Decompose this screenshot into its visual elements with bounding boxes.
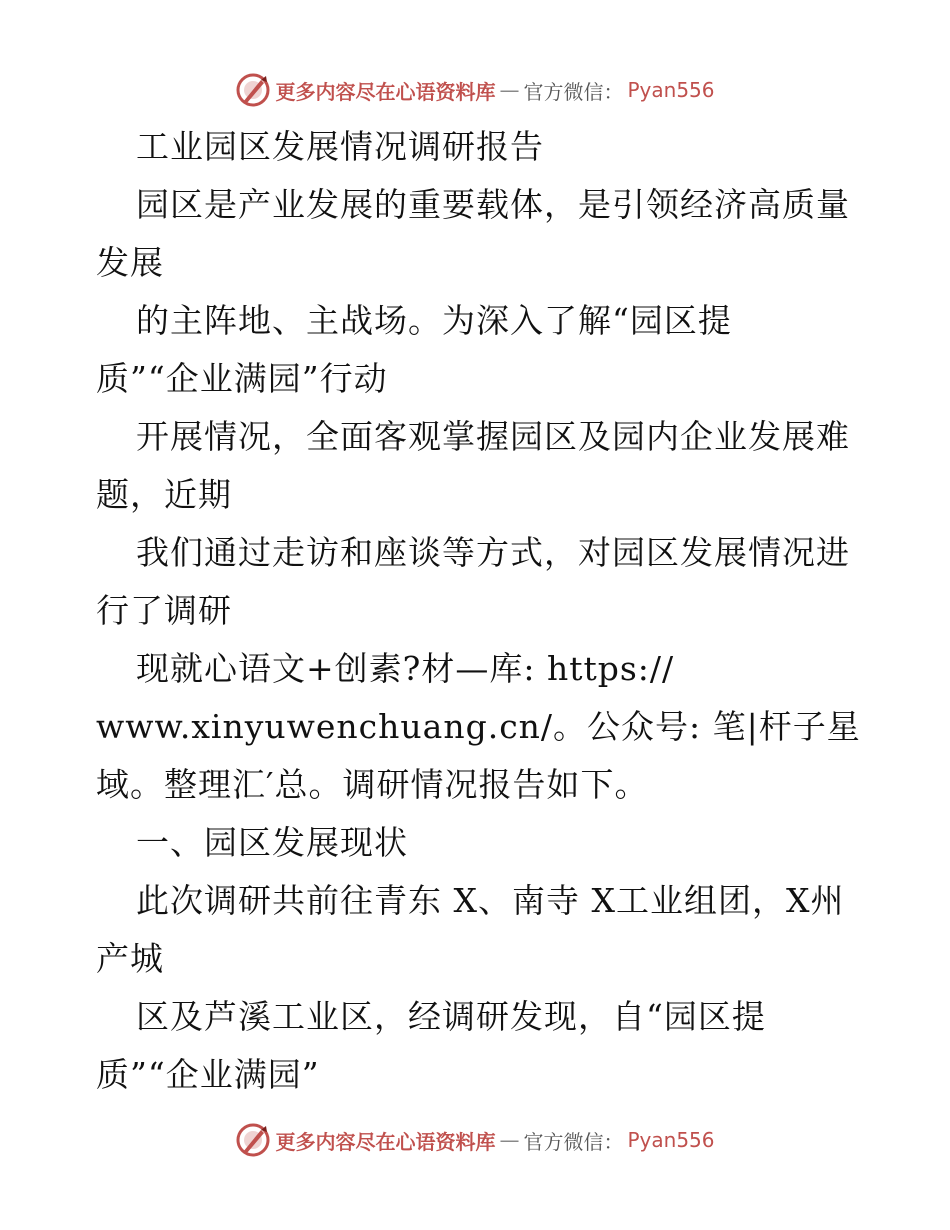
- banner-content: [235, 1122, 714, 1158]
- section-heading: 一、园区发展现状: [136, 823, 408, 862]
- text-line: 现就心语文+创素?材—库: https://: [136, 649, 675, 688]
- quill-seal-icon: [235, 1122, 271, 1158]
- text-line: 产城: [96, 939, 164, 978]
- banner-wechat-label: 官方微信：: [523, 79, 624, 104]
- banner-content: [235, 72, 714, 108]
- document-body: [96, 118, 861, 1104]
- text-line: 开展情况，全面客观掌握园区及园内企业发展难: [136, 417, 850, 456]
- banner-wechat-id: Pyan556: [627, 1128, 715, 1152]
- header-watermark-banner: [0, 70, 950, 110]
- quill-seal-icon: [235, 72, 271, 108]
- text-line: 域。整理汇′总。调研情况报告如下。: [96, 765, 649, 804]
- text-line: 区及芦溪工业区，经调研发现，自“园区提: [136, 997, 766, 1036]
- text-line: 质”“企业满园”行动: [96, 359, 388, 398]
- text-line-url: www.xinyuwenchuang.cn/。公众号: 笔|杆子星: [96, 707, 861, 746]
- banner-text: 更多内容尽在心语资料库: [275, 1129, 496, 1154]
- text-line: 质”“企业满园”: [96, 1055, 320, 1094]
- text-line: 题，近期: [96, 475, 232, 514]
- text-line: 的主阵地、主战场。为深入了解“园区提: [136, 301, 732, 340]
- text-line: 我们通过走访和座谈等方式，对园区发展情况进: [136, 533, 850, 572]
- banner-wechat-id: Pyan556: [627, 78, 715, 102]
- text-line: 此次调研共前往青东 X、南寺 X工业组团，X州: [136, 881, 845, 920]
- footer-watermark-banner: [0, 1120, 950, 1160]
- banner-dash: —: [499, 1128, 520, 1152]
- document-title: 工业园区发展情况调研报告: [136, 127, 544, 166]
- banner-dash: —: [499, 78, 520, 102]
- text-line: 发展: [96, 243, 164, 282]
- banner-wechat-label: 官方微信：: [523, 1129, 624, 1154]
- banner-text: 更多内容尽在心语资料库: [275, 79, 496, 104]
- text-line: 行了调研: [96, 591, 232, 630]
- text-line: 园区是产业发展的重要载体，是引领经济高质量: [136, 185, 850, 224]
